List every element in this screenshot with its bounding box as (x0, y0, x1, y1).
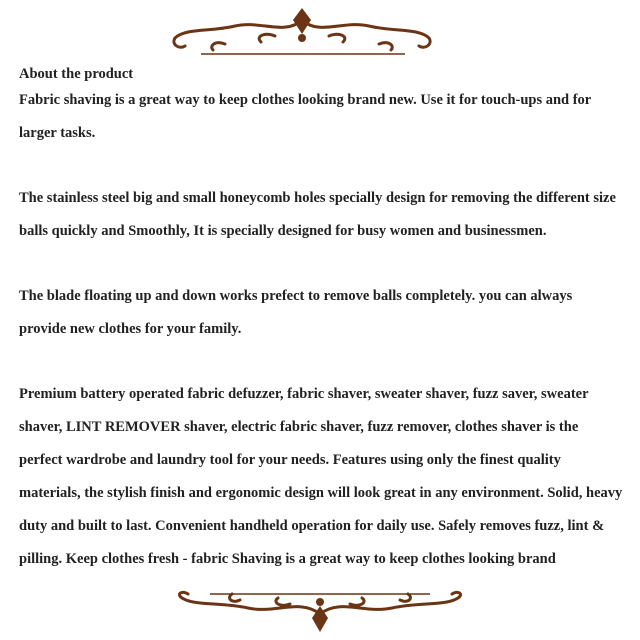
section-heading: About the product (19, 66, 134, 82)
paragraph: The stainless steel big and small honeycomb holes specially design for removing the different size balls quickly and Smoothly, It is specially designed for busy women and businessmen. (19, 190, 616, 239)
flourish-divider-top-icon (165, 6, 440, 58)
flourish-divider-bottom-icon (170, 588, 470, 634)
description-text (19, 64, 623, 608)
paragraph: The blade floating up and down works prefect to remove balls completely. you can always provide new clothes for your family. (19, 288, 573, 337)
paragraph: Premium battery operated fabric defuzzer, fabric shaver, sweater shaver, fuzz saver, sweater shaver, LINT REMOVER shaver, electric fabric shaver, fuzz remover, clothes shaver is the perfect wardrobe and laundry tool for your needs. Features using only the finest quality materials, the stylish finish and ergonomic design will look great in any environment. Solid, heavy duty and built to last. Convenient handheld operation for daily use. Safely removes fuzz, lint & pilling. Keep clothes fresh - fabric Shaving is a great way to keep clothes looking brand (19, 386, 623, 567)
paragraph: Fabric shaving is a great way to keep clothes looking brand new. Use it for touch-ups and for larger tasks. (19, 92, 591, 141)
